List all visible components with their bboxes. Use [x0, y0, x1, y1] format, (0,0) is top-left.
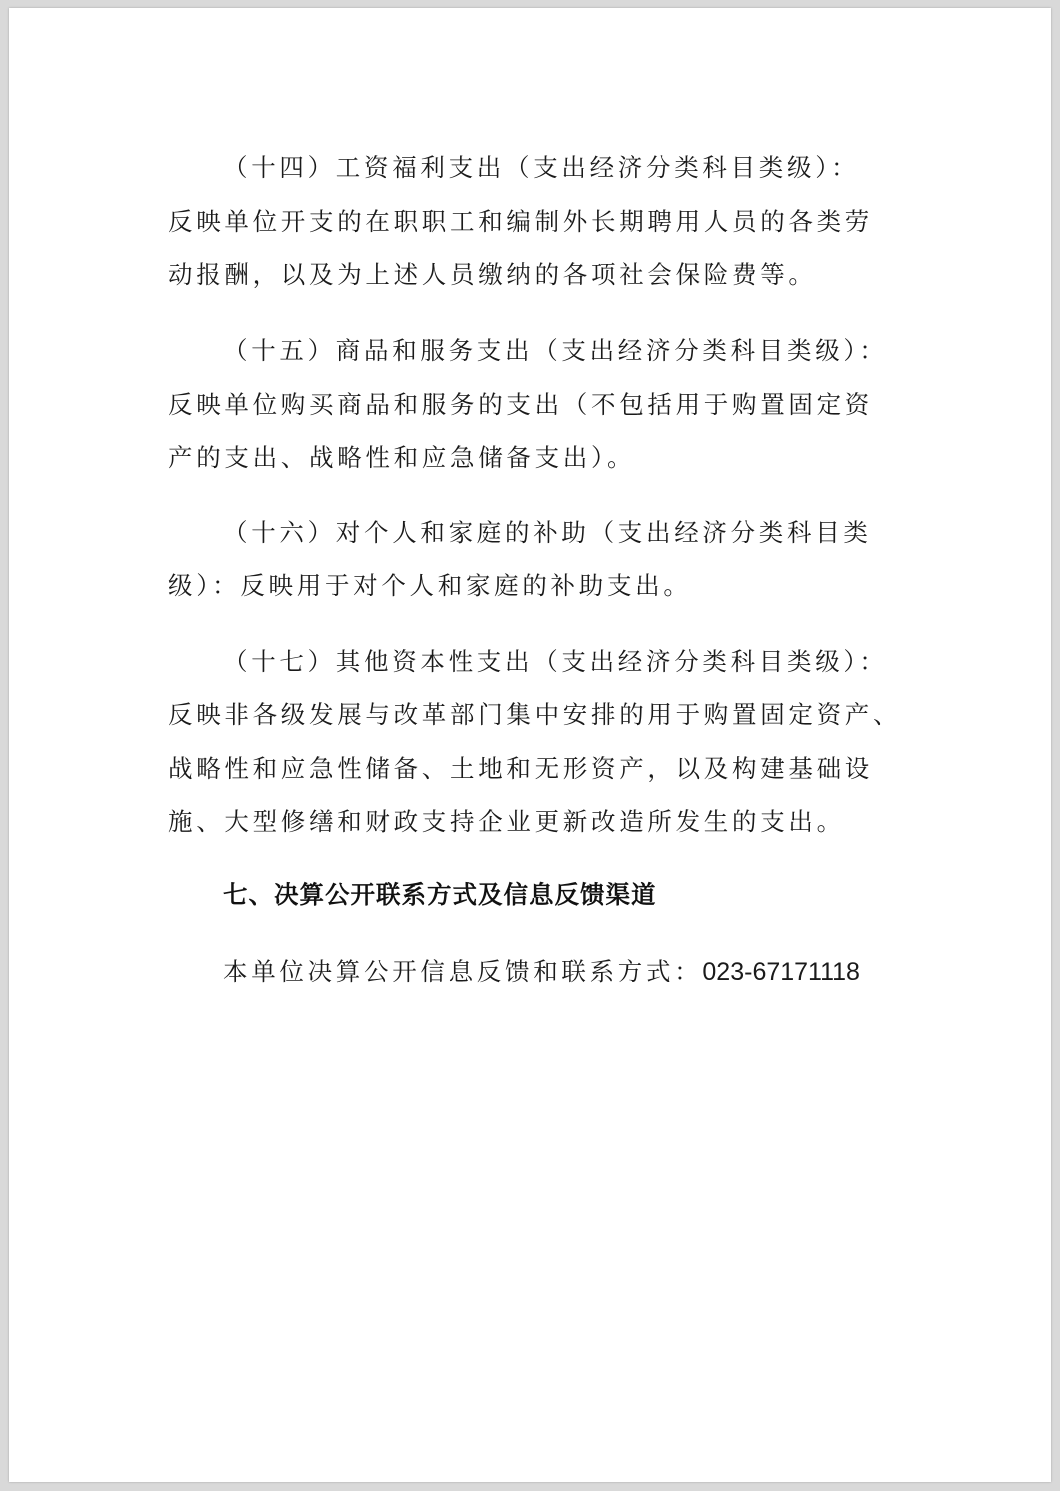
document-page: [9, 8, 1051, 1482]
section-14-body-line-2: 动报酬，以及为上述人员缴纳的各项社会保险费等。: [168, 260, 817, 289]
section-17-body-line-3: 施、大型修缮和财政支持企业更新改造所发生的支出。: [168, 807, 845, 836]
section-15-body-line-1: 反映单位购买商品和服务的支出（不包括用于购置固定资: [168, 390, 873, 419]
section-16-title: （十六）对个人和家庭的补助（支出经济分类科目类: [223, 518, 872, 547]
contact-phone: 023-67171118: [702, 958, 860, 986]
section-17-title: （十七）其他资本性支出（支出经济分类科目类级）：: [223, 647, 888, 676]
contact-line: [223, 955, 860, 989]
section-14-title: （十四）工资福利支出（支出经济分类科目类级）：: [223, 153, 860, 182]
contact-label: 本单位决算公开信息反馈和联系方式：: [223, 957, 703, 986]
section-17-body-line-2: 战略性和应急性储备、土地和无形资产，以及构建基础设: [168, 754, 873, 783]
section-16-body-line-1: 级）：反映用于对个人和家庭的补助支出。: [168, 571, 692, 600]
section-15-title: （十五）商品和服务支出（支出经济分类科目类级）：: [223, 336, 888, 365]
section-7-heading: 七、决算公开联系方式及信息反馈渠道: [223, 880, 657, 909]
section-14-body-line-1: 反映单位开支的在职职工和编制外长期聘用人员的各类劳: [168, 207, 873, 236]
section-15-body-line-2: 产的支出、战略性和应急储备支出）。: [168, 443, 636, 472]
section-17-body-line-1: 反映非各级发展与改革部门集中安排的用于购置固定资产、: [168, 700, 902, 729]
